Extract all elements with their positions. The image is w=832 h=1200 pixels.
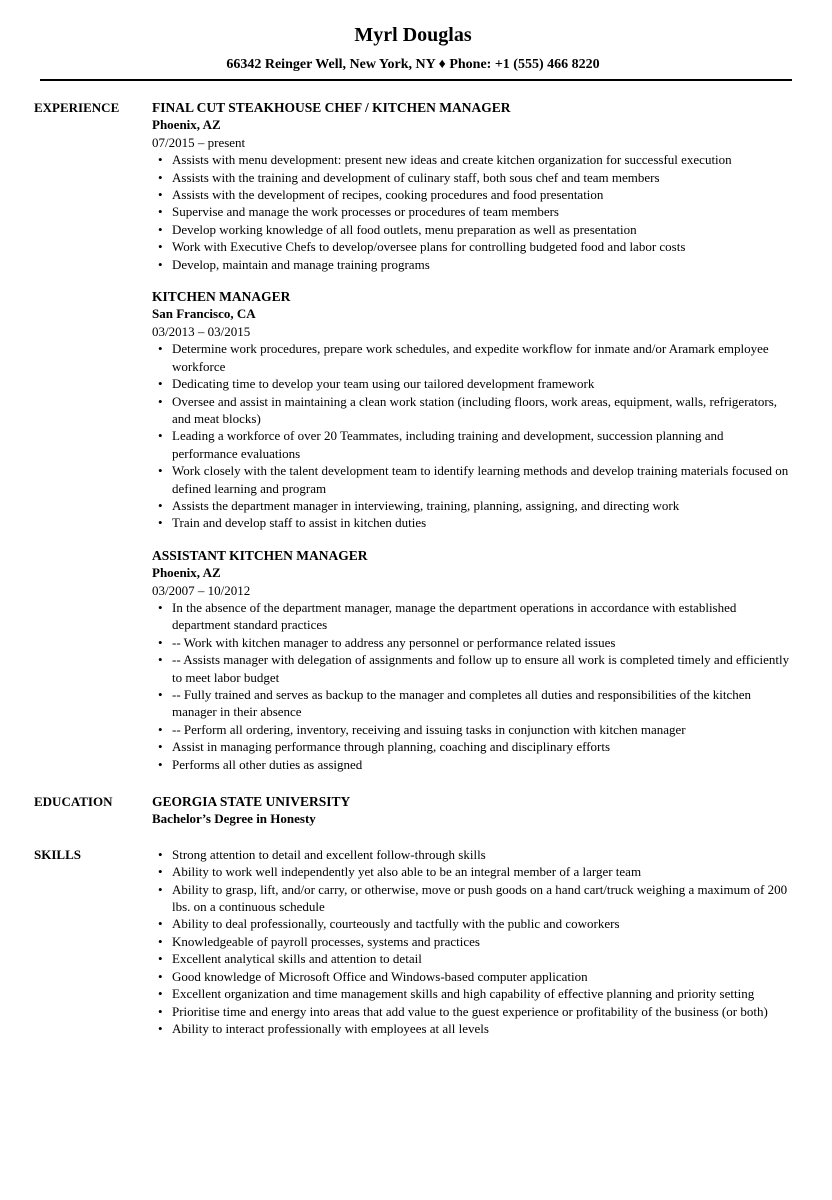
job-location: San Francisco, CA bbox=[152, 306, 256, 322]
bullet-item: • Assists the department manager in interviewing, training, planning, assigning, and directing work bbox=[172, 497, 792, 514]
job-title: FINAL CUT STEAKHOUSE CHEF / KITCHEN MANAGER bbox=[152, 100, 511, 115]
experience-section bbox=[34, 99, 792, 773]
skill-item: • Ability to work well independently yet also able to be an integral member of a larger team bbox=[172, 863, 792, 880]
skill-item: • Strong attention to detail and excellent follow-through skills bbox=[172, 846, 792, 863]
job-dates: 07/2015 – present bbox=[152, 134, 246, 150]
skill-item: • Ability to deal professionally, courteously and tactfully with the public and coworkers bbox=[172, 915, 792, 932]
bullet-item: • In the absence of the department manager, manage the department operations in accordance with established department standard practices bbox=[172, 599, 792, 634]
bullet-item: • Work closely with the talent development team to identify learning methods and develop training materials focused on defined learning and program bbox=[172, 462, 792, 497]
experience-body bbox=[152, 99, 792, 773]
job-bullets bbox=[152, 151, 792, 273]
job-dates: 03/2013 – 03/2015 bbox=[152, 323, 251, 339]
bullet-item: • Supervise and manage the work processes or procedures of team members bbox=[172, 203, 792, 220]
bullet-item: • Work with Executive Chefs to develop/oversee plans for controlling budgeted food and labor costs bbox=[172, 238, 792, 255]
skill-item: • Ability to grasp, lift, and/or carry, or otherwise, move or push goods on a hand cart/truck weighing a maximum of 200 lbs. on a continuous schedule bbox=[172, 881, 792, 916]
bullet-item: • Develop working knowledge of all food outlets, menu preparation as well as presentation bbox=[172, 221, 792, 238]
bullet-item: • Assist in managing performance through planning, coaching and disciplinary efforts bbox=[172, 738, 792, 755]
job-entry bbox=[152, 288, 792, 532]
degree-name: Bachelor’s Degree in Honesty bbox=[152, 811, 316, 827]
contact-line: 66342 Reinger Well, New York, NY ♦ Phone: +1 (555) 466 8220 bbox=[226, 57, 600, 72]
job-location: Phoenix, AZ bbox=[152, 117, 221, 133]
skill-item: • Good knowledge of Microsoft Office and Windows-based computer application bbox=[172, 968, 792, 985]
bullet-item: • Performs all other duties as assigned bbox=[172, 756, 792, 773]
bullet-item: • Assists with the development of recipes, cooking procedures and food presentation bbox=[172, 186, 792, 203]
section-label-education: EDUCATION bbox=[34, 794, 113, 810]
bullet-item: • -- Work with kitchen manager to address any personnel or performance related issues bbox=[172, 634, 792, 651]
bullet-item: • Develop, maintain and manage training programs bbox=[172, 256, 792, 273]
job-bullets bbox=[152, 599, 792, 773]
job-title: ASSISTANT KITCHEN MANAGER bbox=[152, 547, 368, 563]
bullet-item: • Dedicating time to develop your team using our tailored development framework bbox=[172, 375, 792, 392]
school-name: GEORGIA STATE UNIVERSITY bbox=[152, 794, 351, 810]
bullet-item: • -- Fully trained and serves as backup to the manager and completes all duties and responsibilities of the kitchen manager in their absence bbox=[172, 686, 792, 721]
skill-item: • Excellent analytical skills and attention to detail bbox=[172, 950, 792, 967]
skill-item: • Excellent organization and time management skills and high capability of effective planning and priority setting bbox=[172, 985, 792, 1002]
skills-section bbox=[34, 846, 792, 1037]
bullet-item: • Assists with the training and development of culinary staff, both sous chef and team members bbox=[172, 169, 792, 186]
education-body bbox=[152, 793, 792, 828]
skills-list bbox=[152, 846, 792, 1037]
education-section bbox=[34, 793, 792, 828]
job-entry bbox=[152, 99, 792, 273]
bullet-item: • Leading a workforce of over 20 Teammates, including training and development, succession planning and performance evaluations bbox=[172, 427, 792, 462]
job-dates: 03/2007 – 10/2012 bbox=[152, 582, 251, 598]
job-title: KITCHEN MANAGER bbox=[152, 289, 291, 305]
bullet-item: • Determine work procedures, prepare work schedules, and expedite workflow for inmate and/or Aramark employee workforce bbox=[172, 340, 792, 375]
bullet-item: • Train and develop staff to assist in kitchen duties bbox=[172, 514, 792, 531]
skills-body bbox=[152, 846, 792, 1037]
bullet-item: • -- Perform all ordering, inventory, receiving and issuing tasks in conjunction with kitchen manager bbox=[172, 721, 792, 738]
skill-item: • Ability to interact professionally with employees at all levels bbox=[172, 1020, 792, 1037]
section-label-skills: SKILLS bbox=[34, 846, 81, 862]
job-entry bbox=[152, 547, 792, 773]
bullet-item: • Oversee and assist in maintaining a clean work station (including floors, work areas, equipment, walls, refrigerators, and meat blocks) bbox=[172, 393, 792, 428]
header-divider bbox=[40, 79, 792, 81]
job-bullets bbox=[152, 340, 792, 531]
candidate-name: Myrl Douglas bbox=[354, 24, 472, 46]
job-location: Phoenix, AZ bbox=[152, 565, 221, 581]
resume-header bbox=[34, 22, 792, 81]
skill-item: • Prioritise time and energy into areas that add value to the guest experience or profitability of the business (or both) bbox=[172, 1003, 792, 1020]
skill-item: • Knowledgeable of payroll processes, systems and practices bbox=[172, 933, 792, 950]
bullet-item: • Assists with menu development: present new ideas and create kitchen organization for successful execution bbox=[172, 151, 792, 168]
section-label-experience: EXPERIENCE bbox=[34, 100, 120, 115]
bullet-item: • -- Assists manager with delegation of assignments and follow up to ensure all work is completed timely and efficiently to meet labor budget bbox=[172, 651, 792, 686]
